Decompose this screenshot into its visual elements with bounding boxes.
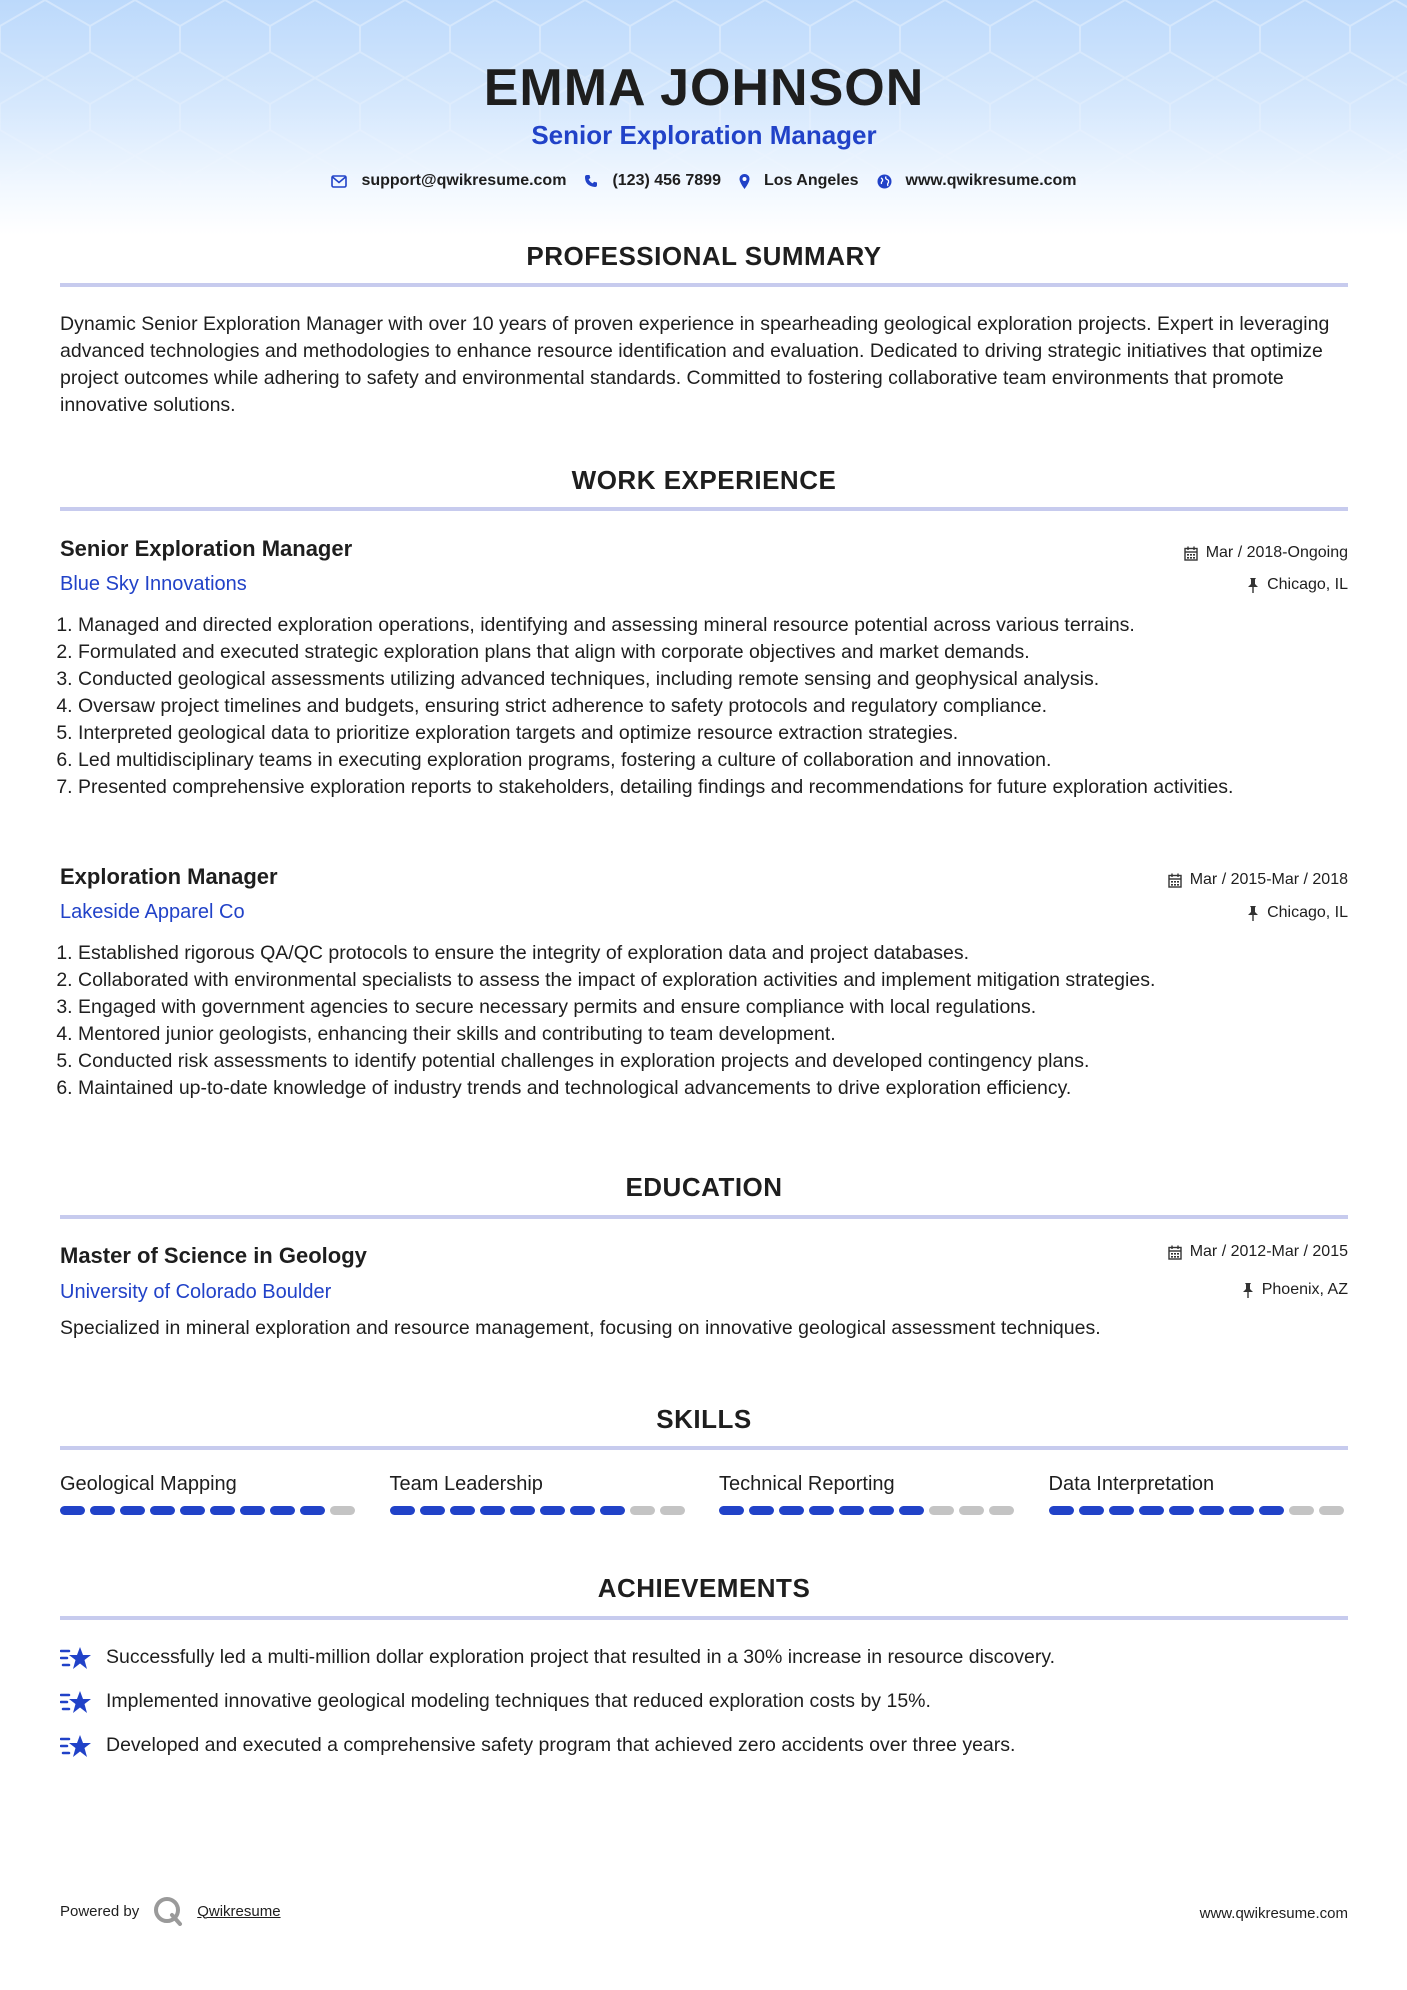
skill-segment-empty [330,1506,355,1515]
company-name: Blue Sky Innovations [60,573,247,595]
skill-segment-filled [749,1506,774,1515]
job-bullets [60,612,1366,801]
skill-item [60,1470,360,1515]
pushpin-icon [1247,906,1259,921]
education-description: Specialized in mineral exploration and resource management, focusing on innovative geological assessment techniques. [60,1317,1101,1339]
education-location-text: Phoenix, AZ [1261,1281,1348,1298]
skill-level-bar [1049,1506,1349,1515]
skill-segment-empty [660,1506,685,1515]
contact-email-text: support@qwikresume.com [361,172,567,189]
skill-segment-filled [390,1506,415,1515]
skill-segment-filled [869,1506,894,1515]
star-badge-icon [60,1645,92,1671]
candidate-name: EMMA JOHNSON [483,59,925,117]
skill-segment-filled [1199,1506,1224,1515]
skill-segment-filled [510,1506,535,1515]
list-item: 4. Oversaw project timelines and budgets, ensuring strict adherence to safety protocols and regulatory compliance. [78,693,1366,720]
job-location [1247,902,1348,924]
calendar-icon [1168,873,1182,888]
skill-segment-empty [929,1506,954,1515]
list-item: 3. Engaged with government agencies to secure necessary permits and ensure compliance with local regulations. [78,994,1366,1021]
achievements-heading: ACHIEVEMENTS [597,1573,811,1603]
section-divider [60,1616,1348,1620]
skill-name: Team Leadership [389,1473,543,1495]
list-item: 2. Formulated and executed strategic exploration plans that align with corporate objectives and market demands. [78,639,1366,666]
skill-segment-filled [719,1506,744,1515]
skill-name: Geological Mapping [60,1473,237,1495]
education-dates [1168,1241,1348,1263]
skill-segment-filled [90,1506,115,1515]
education-location [1242,1279,1348,1301]
pushpin-icon [1247,578,1259,593]
list-item: 7. Presented comprehensive exploration reports to stakeholders, detailing findings and recommendations for future exploration activities. [78,774,1366,801]
footer-website[interactable]: www.qwikresume.com [1199,1905,1348,1922]
summary-text: Dynamic Senior Exploration Manager with over 10 years of proven experience in spearheading geological exploration projects. Expert in leveraging advanced technologies and methodologies to enhance resource identification and evaluation. Dedicated to driving strategic initiatives that optimize project outcomes while adhering to safety and environmental standards. Committed to fostering collaborative team environments that promote innovative solutions. [60,313,1330,416]
skill-segment-empty [959,1506,984,1515]
brand-link[interactable]: Qwikresume [197,1902,281,1920]
skill-segment-filled [180,1506,205,1515]
skill-level-bar [390,1506,690,1515]
job-dates-text: Mar / 2018-Ongoing [1205,544,1348,561]
skill-level-bar [719,1506,1019,1515]
list-item: 3. Conducted geological assessments utilizing advanced techniques, including remote sensing and geophysical analysis. [78,666,1366,693]
degree-title: Master of Science in Geology [60,1243,367,1268]
summary-heading: PROFESSIONAL SUMMARY [526,241,882,271]
skill-segment-filled [779,1506,804,1515]
skill-item [719,1470,1019,1515]
section-divider [60,507,1348,511]
experience-heading: WORK EXPERIENCE [571,465,837,495]
star-badge-icon [60,1689,92,1715]
contact-location-text: Los Angeles [763,172,859,189]
candidate-title: Senior Exploration Manager [531,120,877,150]
footer-branding [60,1896,281,1926]
skill-segment-filled [809,1506,834,1515]
list-item: 6. Maintained up-to-date knowledge of industry trends and technological advancements to drive exploration efficiency. [78,1075,1366,1102]
calendar-icon [1168,1245,1182,1260]
contact-phone-text: (123) 456 7899 [612,172,721,189]
school-name: University of Colorado Boulder [60,1281,332,1303]
contact-email[interactable] [331,172,566,190]
skill-segment-filled [1139,1506,1164,1515]
skill-segment-filled [60,1506,85,1515]
skill-segment-filled [240,1506,265,1515]
contact-bar [60,172,1348,190]
job-dates [1184,542,1348,564]
skill-segment-filled [270,1506,295,1515]
contact-phone[interactable] [584,172,721,190]
skill-name: Data Interpretation [1048,1473,1215,1495]
skill-segment-filled [450,1506,475,1515]
skill-segment-filled [1229,1506,1254,1515]
achievement-text: Successfully led a multi-million dollar exploration project that resulted in a 30% increase in resource discovery. [106,1646,1056,1668]
job-dates [1168,869,1348,891]
skill-segment-filled [1109,1506,1134,1515]
skill-segment-filled [570,1506,595,1515]
section-divider [60,1446,1348,1450]
pushpin-icon [1242,1283,1254,1298]
job-bullets [60,940,1366,1102]
achievement-item [60,1644,1348,1671]
envelope-icon [331,175,347,188]
skill-segment-filled [839,1506,864,1515]
education-heading: EDUCATION [625,1172,783,1202]
company-name: Lakeside Apparel Co [60,901,245,923]
list-item: 5. Conducted risk assessments to identify potential challenges in exploration projects and developed contingency plans. [78,1048,1366,1075]
star-badge-icon [60,1733,92,1759]
achievement-item [60,1732,1348,1759]
skills-heading: SKILLS [656,1404,752,1434]
powered-by-label: Powered by [60,1902,140,1920]
achievement-item [60,1688,1348,1715]
skill-segment-filled [300,1506,325,1515]
contact-location [739,172,859,190]
job-location-text: Chicago, IL [1267,576,1348,593]
skill-segment-filled [120,1506,145,1515]
skill-item [1049,1470,1349,1515]
contact-website[interactable] [877,172,1077,190]
skill-segment-filled [1079,1506,1104,1515]
location-pin-icon [739,174,750,189]
job-title: Senior Exploration Manager [60,536,353,561]
skill-segment-filled [540,1506,565,1515]
skill-segment-filled [150,1506,175,1515]
list-item: 1. Managed and directed exploration operations, identifying and assessing mineral resource potential across various terrains. [78,612,1366,639]
list-item: 6. Led multidisciplinary teams in executing exploration programs, fostering a culture of collaboration and innovation. [78,747,1366,774]
list-item: 4. Mentored junior geologists, enhancing their skills and contributing to team development. [78,1021,1366,1048]
list-item: 2. Collaborated with environmental specialists to assess the impact of exploration activities and implement mitigation strategies. [78,967,1366,994]
skill-segment-empty [1289,1506,1314,1515]
section-divider [60,1215,1348,1219]
achievement-text: Implemented innovative geological modeling techniques that reduced exploration costs by 15%. [106,1690,931,1712]
job-title: Exploration Manager [60,864,278,889]
contact-website-text: www.qwikresume.com [905,172,1077,189]
job-location-text: Chicago, IL [1267,904,1348,921]
skill-segment-filled [480,1506,505,1515]
education-dates-text: Mar / 2012-Mar / 2015 [1189,1243,1348,1260]
achievement-text: Developed and executed a comprehensive safety program that achieved zero accidents over three years. [106,1734,1016,1756]
skill-segment-filled [1169,1506,1194,1515]
skill-segment-filled [1259,1506,1284,1515]
skill-segment-empty [630,1506,655,1515]
skill-item [390,1470,690,1515]
phone-icon [584,174,598,188]
globe-icon [877,174,892,189]
job-location [1247,574,1348,596]
qwikresume-logo-icon [153,1896,183,1926]
skills-list [60,1470,1348,1515]
skill-segment-filled [600,1506,625,1515]
job-dates-text: Mar / 2015-Mar / 2018 [1189,871,1348,888]
skill-segment-filled [420,1506,445,1515]
section-divider [60,283,1348,287]
skill-level-bar [60,1506,360,1515]
skill-segment-filled [899,1506,924,1515]
skill-segment-empty [989,1506,1014,1515]
skill-segment-filled [1049,1506,1074,1515]
calendar-icon [1184,546,1198,561]
skill-segment-filled [210,1506,235,1515]
skill-segment-empty [1319,1506,1344,1515]
skill-name: Technical Reporting [719,1473,895,1495]
list-item: 1. Established rigorous QA/QC protocols to ensure the integrity of exploration data and project databases. [78,940,1366,967]
list-item: 5. Interpreted geological data to prioritize exploration targets and optimize resource extraction strategies. [78,720,1366,747]
